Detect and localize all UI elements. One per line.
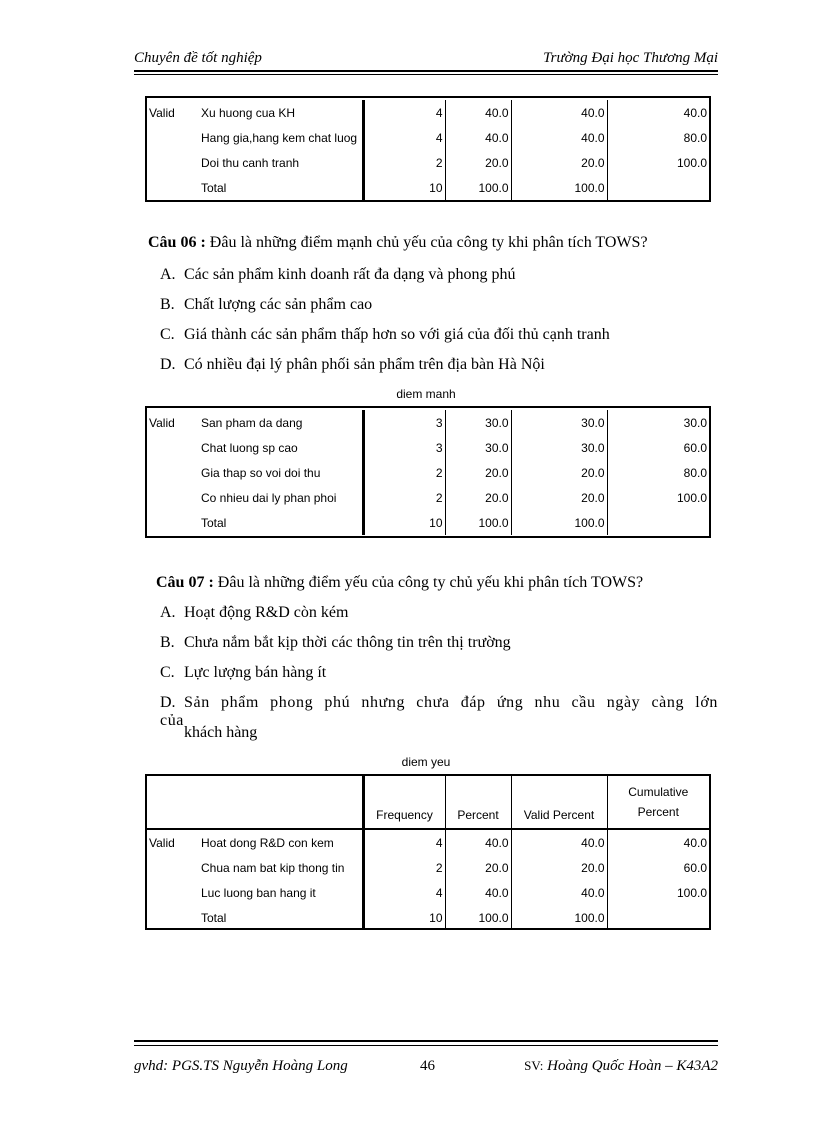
page-footer: [134, 1058, 718, 1080]
row-group: [147, 880, 199, 905]
cell-valid-percent: 40.0: [511, 125, 607, 150]
option-text: Chưa nắm bắt kịp thời các thông tin trên thị trường: [184, 634, 511, 651]
cell-frequency: 3: [363, 410, 445, 435]
option-b: [160, 634, 511, 652]
row-label: Total: [199, 175, 363, 200]
table1: [147, 100, 709, 200]
table-row: [147, 880, 709, 905]
row-label: Doi thu canh tranh: [199, 150, 363, 175]
cell-percent: 30.0: [445, 435, 511, 460]
cell-percent: 40.0: [445, 125, 511, 150]
row-label: San pham da dang: [199, 410, 363, 435]
row-label: Chat luong sp cao: [199, 435, 363, 460]
question-06: [148, 234, 648, 252]
table2-caption: diem manh: [396, 387, 456, 401]
page-header: [134, 48, 718, 68]
cell-frequency: 4: [363, 125, 445, 150]
table-row: [147, 175, 709, 200]
row-label: Luc luong ban hang it: [199, 880, 363, 905]
table-header-row: [147, 776, 709, 829]
option-text-continued: khách hàng: [184, 724, 258, 741]
row-group: Valid: [149, 415, 175, 430]
cell-cumulative: 60.0: [683, 860, 707, 875]
footer-student-name: Hoàng Quốc Hoàn – K43A2: [547, 1058, 718, 1074]
option-key: A.: [160, 604, 176, 621]
row-group: [147, 905, 199, 930]
question-07-label: Câu 07 :: [156, 574, 214, 591]
page-number: 46: [420, 1058, 435, 1074]
question-07: [156, 574, 643, 592]
cell-valid-percent: 20.0: [511, 460, 607, 485]
table-row: [147, 510, 709, 535]
cell-percent: 20.0: [445, 460, 511, 485]
row-label: Chua nam bat kip thong tin: [199, 855, 363, 880]
cell-frequency: 4: [363, 100, 445, 125]
cell-percent: 40.0: [445, 829, 511, 855]
cell-valid-percent: 40.0: [511, 100, 607, 125]
cell-cumulative: [607, 510, 709, 535]
cell-cumulative: 100.0: [676, 490, 707, 505]
cell-valid-percent: 40.0: [511, 829, 607, 855]
cell-cumulative: 40.0: [683, 105, 707, 120]
cell-frequency: 10: [363, 175, 445, 200]
cell-valid-percent: 30.0: [511, 435, 607, 460]
cell-frequency: 3: [363, 435, 445, 460]
table-row: [147, 855, 709, 880]
cell-valid-percent: 100.0: [511, 175, 607, 200]
cell-valid-percent: 30.0: [511, 410, 607, 435]
footer-advisor: gvhd: PGS.TS Nguyễn Hoàng Long: [134, 1058, 348, 1074]
option-c: [160, 664, 326, 682]
option-key: B.: [160, 634, 175, 651]
row-group: [147, 460, 199, 485]
cell-frequency: 2: [363, 460, 445, 485]
question-07-text: Đâu là những điểm yếu của công ty chủ yếu khi phân tích TOWS?: [217, 574, 644, 591]
table-row: [147, 410, 709, 435]
cell-cumulative: [607, 905, 709, 930]
row-group: [147, 855, 199, 880]
row-label: Total: [199, 510, 363, 535]
cell-frequency: 10: [363, 905, 445, 930]
header-empty-1: [147, 776, 199, 829]
header-rule-thin: [134, 74, 718, 75]
row-label: Hang gia,hang kem chat luog: [199, 125, 363, 150]
row-group: [147, 510, 199, 535]
footer-rule-thin: [134, 1045, 718, 1046]
row-label: Co nhieu dai ly phan phoi: [199, 485, 363, 510]
cell-frequency: 2: [363, 485, 445, 510]
option-a: [160, 604, 348, 622]
table-row: [147, 829, 709, 855]
cell-frequency: 10: [363, 510, 445, 535]
row-label: Xu huong cua KH: [199, 100, 363, 125]
table3: [147, 776, 709, 930]
cell-percent: 20.0: [445, 150, 511, 175]
table-row: [147, 435, 709, 460]
cell-cumulative: 100.0: [676, 155, 707, 170]
cell-cumulative: 40.0: [683, 835, 707, 850]
header-percent: Percent: [445, 776, 511, 829]
option-text: Các sản phẩm kinh doanh rất đa dạng và phong phú: [184, 266, 516, 283]
header-cumulative: [607, 776, 709, 829]
option-d: [160, 356, 545, 374]
cell-cumulative: 30.0: [683, 415, 707, 430]
row-group: [147, 125, 199, 150]
option-b: [160, 296, 372, 314]
question-06-label: Câu 06 :: [148, 234, 206, 251]
table-row: [147, 460, 709, 485]
cell-percent: 20.0: [445, 855, 511, 880]
option-key: C.: [160, 326, 175, 343]
table-row: [147, 150, 709, 175]
row-group: [147, 150, 199, 175]
option-text: Chất lượng các sản phẩm cao: [184, 296, 373, 313]
cell-cumulative: 60.0: [683, 440, 707, 455]
header-frequency: Frequency: [363, 776, 445, 829]
footer-sv-label: SV:: [524, 1058, 544, 1073]
footer-rule-thick: [134, 1040, 718, 1042]
option-key: C.: [160, 664, 175, 681]
row-group: Valid: [149, 105, 175, 120]
option-text: Sản phẩm phong phú nhưng chưa đáp ứng nhu cầu ngày càng lớn của: [160, 694, 718, 729]
cell-frequency: 2: [363, 855, 445, 880]
cell-frequency: 4: [363, 829, 445, 855]
cell-cumulative: 80.0: [683, 465, 707, 480]
header-valid-percent: Valid Percent: [511, 776, 607, 829]
cell-percent: 40.0: [445, 880, 511, 905]
option-c: [160, 326, 610, 344]
header-empty-2: [199, 776, 363, 829]
header-cumulative-line2: Percent: [637, 805, 679, 819]
header-cumulative-line1: Cumulative: [628, 785, 689, 799]
option-d-continued: [184, 724, 257, 742]
row-label: Hoat dong R&D con kem: [199, 829, 363, 855]
option-key: D.: [160, 356, 176, 373]
cell-percent: 100.0: [445, 905, 511, 930]
header-right: Trường Đại học Thương Mại: [543, 50, 718, 66]
header-rule-thick: [134, 70, 718, 72]
option-text: Hoạt động R&D còn kém: [184, 604, 349, 621]
option-text: Lực lượng bán hàng ít: [184, 664, 327, 681]
cell-frequency: 4: [363, 880, 445, 905]
option-key: B.: [160, 296, 175, 313]
cell-valid-percent: 20.0: [511, 485, 607, 510]
cell-valid-percent: 20.0: [511, 855, 607, 880]
table-row: [147, 125, 709, 150]
row-group: [147, 435, 199, 460]
option-text: Có nhiều đại lý phân phối sản phẩm trên địa bàn Hà Nội: [184, 356, 545, 373]
table3-caption: diem yeu: [401, 755, 451, 769]
option-key: D.: [160, 694, 176, 711]
row-group: [147, 175, 199, 200]
option-text: Giá thành các sản phẩm thấp hơn so với giá của đối thủ cạnh tranh: [184, 326, 610, 343]
row-label: Gia thap so voi doi thu: [199, 460, 363, 485]
question-06-text: Đâu là những điểm mạnh chủ yếu của công ty khi phân tích TOWS?: [209, 234, 648, 251]
cell-cumulative: [607, 175, 709, 200]
cell-percent: 40.0: [445, 100, 511, 125]
cell-percent: 30.0: [445, 410, 511, 435]
footer-student: [524, 1058, 718, 1075]
row-group: [147, 485, 199, 510]
option-key: A.: [160, 266, 176, 283]
table-row: [147, 485, 709, 510]
cell-valid-percent: 20.0: [511, 150, 607, 175]
cell-percent: 20.0: [445, 485, 511, 510]
cell-valid-percent: 100.0: [511, 905, 607, 930]
row-label: Total: [199, 905, 363, 930]
cell-percent: 100.0: [445, 510, 511, 535]
row-group: Valid: [149, 835, 175, 850]
option-a: [160, 266, 515, 284]
table2: [147, 410, 709, 535]
cell-cumulative: 80.0: [683, 130, 707, 145]
table-row: [147, 905, 709, 930]
table-row: [147, 100, 709, 125]
cell-valid-percent: 40.0: [511, 880, 607, 905]
header-left: Chuyên đề tốt nghiệp: [134, 50, 262, 66]
cell-frequency: 2: [363, 150, 445, 175]
cell-percent: 100.0: [445, 175, 511, 200]
cell-valid-percent: 100.0: [511, 510, 607, 535]
cell-cumulative: 100.0: [676, 885, 707, 900]
